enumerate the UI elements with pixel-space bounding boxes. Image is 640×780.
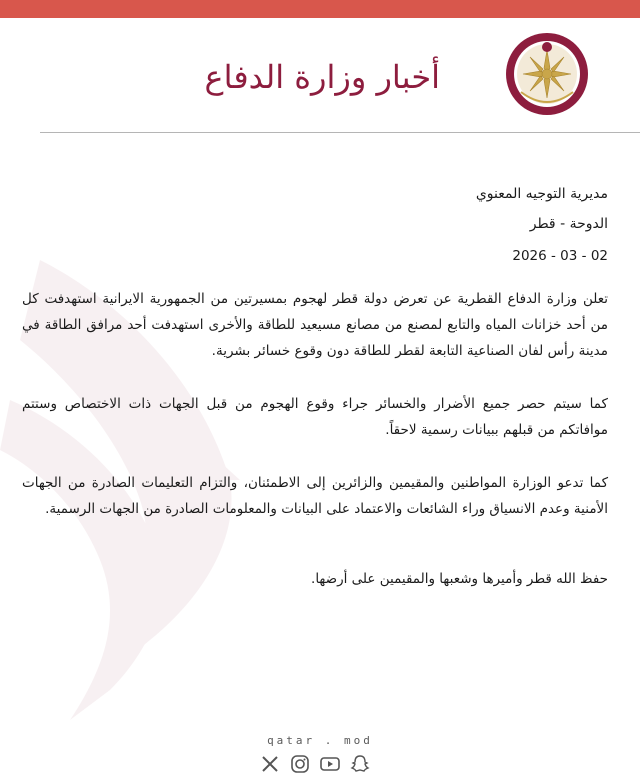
social-icons [260,754,380,776]
top-accent-bar [0,0,640,18]
location-label: الدوحة - قطر [529,216,608,232]
youtube-icon[interactable] [320,754,340,774]
closing-paragraph: حفظ الله قطر وأميرها وشعبها والمقيمين على أرضها. [311,571,608,587]
directorate-label: مديرية التوجيه المعنوي [475,186,608,202]
statement-paragraph-1: تعلن وزارة الدفاع القطرية عن تعرض دولة قطر لهجوم بمسيرتين من الجمهورية الايرانية استهدفت كل من أحد خزانات المياه والتابع لمصنع من مصانع مسيعيد للطاقة والأخرى استهدفت أحد مرافق الطاقة في مدينة رأس لفان الصناعية التابعة لقطر للطاقة دون وقوع خسائر بشرية. [22,291,608,359]
x-icon[interactable] [260,754,280,774]
statement-paragraph-3: كما تدعو الوزارة المواطنين والمقيمين والزائرين إلى الاطمئنان، والتزام التعليمات الصادرة من الجهات الأمنية وعدم الانسياق وراء الشائعات والاعتماد على البيانات والمعلومات الصادرة من الجهات الرسمية. [22,475,608,517]
header-divider [40,132,640,133]
qatar-defence-emblem-icon [505,32,589,116]
date-label: 2026 - 03 - 02 [512,248,608,264]
instagram-icon[interactable] [290,754,310,774]
header [0,18,640,133]
footer-handle: qatar . mod [267,734,373,747]
statement-paragraph-2: كما سيتم حصر جميع الأضرار والخسائر جراء وقوع الهجوم من قبل الجهات ذات الاختصاص وستتم موافاتكم من قبلهم ببيانات رسمية لاحقاً. [22,396,608,438]
snapchat-icon[interactable] [350,754,370,774]
page-title: أخبار وزارة الدفاع [204,58,440,96]
